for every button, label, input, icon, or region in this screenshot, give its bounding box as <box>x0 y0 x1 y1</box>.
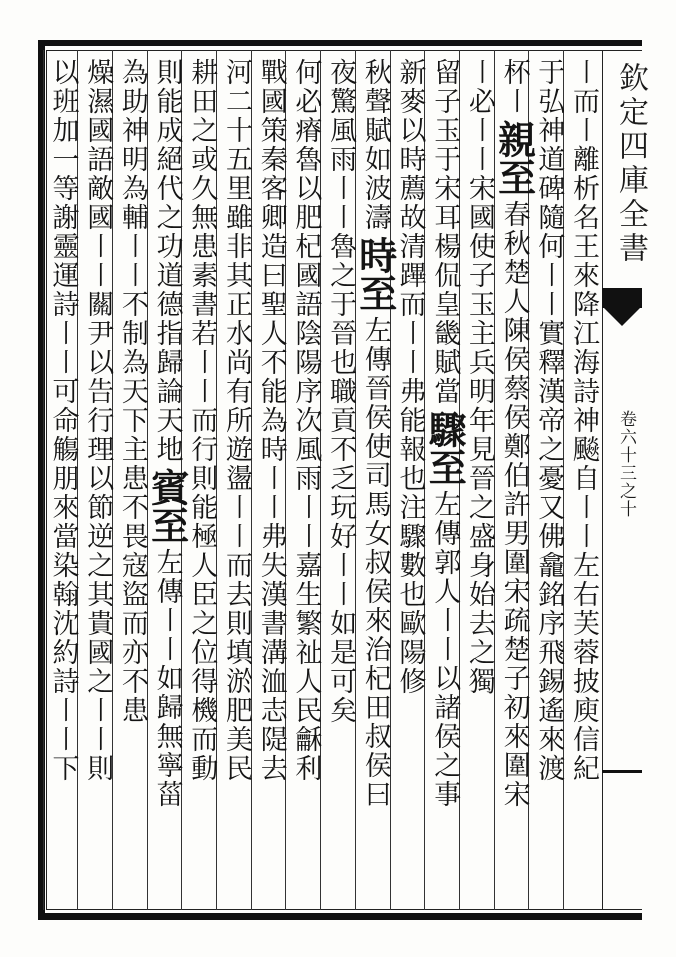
column-rule <box>43 50 44 910</box>
text-run: 左傳晉侯使司馬女叔侯來治杞田叔侯曰 <box>359 316 391 809</box>
text-run: 燥濕國語敵國〡〡關尹以告行理以節逆之其貴國之〡〡則 <box>82 58 114 783</box>
text-run: 必〡〡宋國使子玉主兵明年見晉之盛身始去之獨 <box>463 87 495 696</box>
text-run: 則能成絕代之功道德指歸論天地 <box>151 58 183 464</box>
text-run: 患不畏寇盜而亦不患 <box>116 464 148 725</box>
text-run: 新麥以時薦故清蹕而〡〡 <box>394 58 426 377</box>
entry-heading: 親至 <box>491 120 537 196</box>
text-column <box>77 58 117 903</box>
text-run: 于弘神道碑隨何〡〡實釋漢帝之憂又佛龕銘序飛錫遙來渡 <box>533 58 565 783</box>
text-column <box>216 58 256 903</box>
text-run: 杯〡 <box>498 58 530 116</box>
text-column <box>320 58 360 903</box>
text-column <box>43 58 83 903</box>
text-column <box>352 58 398 903</box>
entry-heading: 驟至 <box>422 410 468 486</box>
text-run: 河二十五里雖非其正水尚有所遊盪〡〡而去則填淤肥美民 <box>221 58 252 783</box>
text-column <box>563 58 603 903</box>
entry-heading: 賓至 <box>144 468 190 544</box>
text-run: 何必瘠魯以肥杞國語陰陽序次風雨〡〡嘉生繁祉人民龢利 <box>290 58 322 783</box>
text-run: 左傳〡〡如歸無寧菑 <box>151 548 183 809</box>
text-run: 〡而〡離析名王來降江海詩神飈自〡〡左右芙蓉披庾信紀 <box>568 58 599 783</box>
text-run: 耕田之或久無患素書若〡〡而行則能極人臣之位得機而動 <box>186 58 218 783</box>
fishtail-lower-bar <box>602 770 642 773</box>
text-run: 為助神明為輔〡〡不制為天下主 <box>116 58 148 464</box>
text-column <box>144 58 190 903</box>
text-run: 左傳郭人〡〡以諸侯之事 <box>429 490 461 809</box>
text-run: 戰國策秦客卿造曰聖人不能為時〡〡弗失漢書溝洫志隄去 <box>255 58 287 783</box>
text-column <box>285 58 325 903</box>
text-column <box>491 58 537 903</box>
text-column <box>422 58 468 903</box>
text-run: 魯之于晉也職貢不乏玩好〡〡如是可矣 <box>325 232 357 725</box>
text-run: 以班加一等謝靈運詩〡〡可命觴朋來當染翰沈約詩〡〡下 <box>47 58 79 783</box>
text-run: 弗能報也注驟數也歐陽修 <box>394 377 426 696</box>
text-run: 秋聲賦如波濤 <box>359 58 391 232</box>
text-column <box>112 58 152 903</box>
book-title: 欽定四庫全書 <box>613 62 648 266</box>
fishtail-mark <box>602 288 642 308</box>
text-run: 春秋楚人陳侯蔡侯鄭伯許男圍宋疏楚子初來圍宋 <box>498 200 530 809</box>
text-run: 夜驚風雨〡〡 <box>325 58 357 232</box>
volume-label: 卷六十三之十 <box>616 410 636 518</box>
text-column <box>390 58 430 903</box>
fishtail-triangle <box>602 306 642 326</box>
text-run: 〡 <box>463 58 495 87</box>
text-run: 留子玉于宋耳楊侃皇畿賦當 <box>429 58 461 406</box>
text-column <box>251 58 291 903</box>
entry-heading: 時至 <box>352 236 398 312</box>
